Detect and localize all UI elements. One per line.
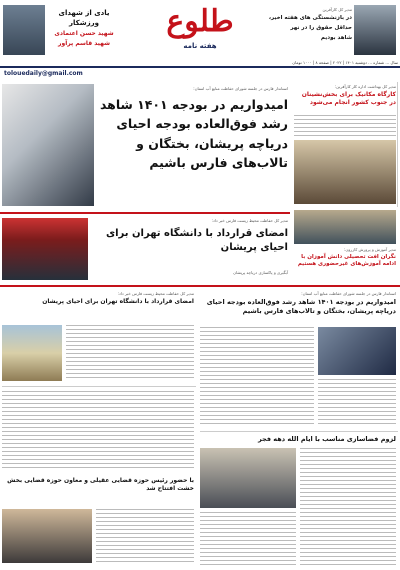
right1-headline: کارگاه مکانیک برای بخش‌نشینان در جنوب کشور انجام می‌شود [301,91,396,107]
top-right-line1: در بازنشستگی های هفته اخیر، [268,15,352,21]
bottom-main-story [200,289,398,429]
email[interactable]: tolouedaily@gmail.com [4,70,83,77]
right1-photo [294,140,396,204]
second-kicker: مدیر کل حفاظت محیط زیست فارس خبر داد: [211,218,288,223]
main-kicker: استاندار فارس در جلسه شورای حفاظت منابع آب استان: [193,86,288,91]
top-right-kicker: مدیر کل کارآفرین [322,7,352,12]
bottom-left2-body-top [2,391,194,471]
bottom-main-headline: امیدواریم در بودجه ۱۴۰۱ شاهد رشد فوق‌العاده بودجه احیای دریاچه پریشان، بختگان و تالاب‌های فارس باشیم [206,298,396,315]
top-left-line2: ورزشکار [68,19,100,27]
top-left-line4: شهید قاسم پرآور [58,40,110,47]
bottom-main-body-1 [200,327,314,427]
logo-subtitle: هفته نامه [183,42,217,50]
bottom-main-kicker: استاندار فارس در جلسه شورای حفاظت منابع آب استان: [301,291,396,296]
section-divider [0,285,400,287]
martyrs-photo [3,5,45,55]
bottom-left2-headline: با حضور رئیس حوزه قضایی عقیلی و معاون حوزه قضایی بخش خشت افتتاح شد [7,477,194,493]
official-photo [354,5,396,55]
top-left-line3: شهید حسن اعتمادی [54,30,114,37]
right1-kicker: مدیر کل بهداشت اداره کار کارآفرین: [334,84,396,89]
top-right-line3: شاهد بودیم [320,35,352,41]
second-headline: امضای قرارداد با دانشگاه تهران برای احیای پریشان [105,228,288,253]
top-right-line2: حداقل حقوق را در نهر [290,25,352,31]
ceremony-photo [2,509,92,563]
second-sub: آبگیری و پاکسازی دریاچه پریشان [233,270,288,275]
bottom-left-story-2 [2,386,196,566]
bottom-left-body [66,325,194,381]
top-right-box [262,3,397,58]
bottom-left-kicker: مدیر کل حفاظت محیط زیست فارس خبر داد: [117,291,194,296]
bottom-left2-body [96,509,194,563]
bottom-right2-body-1 [300,448,396,566]
bottom-right-story-2 [200,431,398,567]
bottom-main-body-2 [318,379,396,427]
masthead [0,0,400,68]
top-left-line1: یادی از شهدای [58,9,110,17]
bottom-right2-body-2 [200,512,296,566]
governor-photo [2,84,94,206]
right2-kicker: مدیر آموزش و پرورش کازرون: [344,247,396,252]
right-column-1 [292,82,398,207]
right-column-2 [292,208,398,283]
top-left-box [3,3,123,58]
contract-photo [2,218,88,280]
right2-photo [294,210,396,244]
logo-block [150,2,250,62]
bottom-left-headline: امضای قرارداد با دانشگاه تهران برای احیای پریشان [42,298,194,305]
logo: طلوع [166,4,234,39]
second-story [0,212,290,282]
meeting-photo [200,448,296,508]
bottom-left-story [2,289,196,384]
bottom-main-photo [318,327,396,375]
main-headline: امیدواریم در بودجه ۱۴۰۱ شاهد رشد فوق‌العاده بودجه احیای دریاچه پریشان، بختگان و تالاب‌های فارس باشیم [99,97,288,171]
right2-headline: نگران افت تحصیلی دانش آموزان با ادامه آموزش‌های غیرحضوری هستیم [297,254,396,268]
bottom-right2-headline: لزوم فضاسازی مناسب با ایام الله دهه فجر [258,435,396,443]
right1-body-text [294,115,396,137]
lake-photo [2,325,62,381]
dateline: سال ... شماره ... دوشنبه ۱۴۰۱ | ۲۰۲۲ | صفحه ۸ | ۱۰۰۰ تومان [292,60,398,65]
main-story [0,80,290,210]
